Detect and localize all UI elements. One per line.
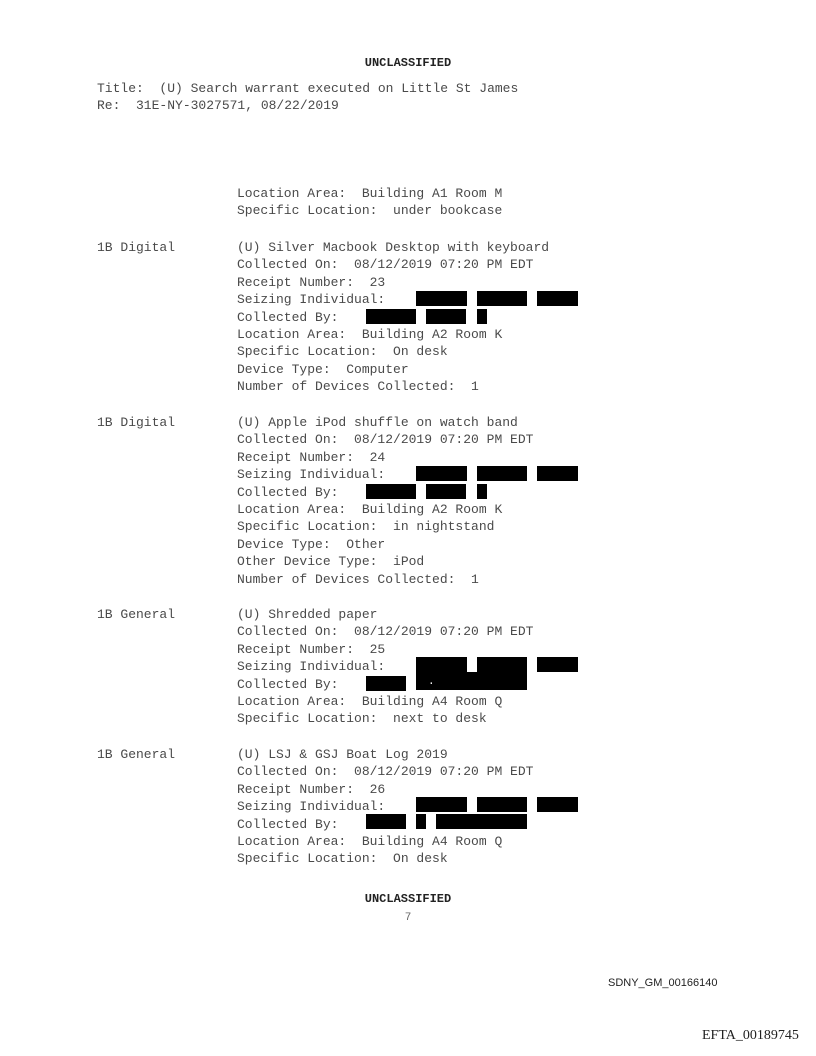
item-collected-on: Collected On: 08/12/2019 07:20 PM EDT xyxy=(237,764,534,780)
redaction-box xyxy=(537,657,578,672)
item-collected-by: Collected By: xyxy=(237,816,339,832)
item-collected-on: Collected On: 08/12/2019 07:20 PM EDT xyxy=(237,257,534,273)
item-category: 1B Digital xyxy=(97,415,176,430)
item-seizing-individual: Seizing Individual: xyxy=(237,292,386,308)
redaction-box xyxy=(537,466,578,481)
redaction-box xyxy=(366,814,406,829)
bates-number-sdny: SDNY_GM_00166140 xyxy=(608,977,718,989)
item-specific-location: Specific Location: next to desk xyxy=(237,711,487,727)
item-location-area: Location Area: Building A2 Room K xyxy=(237,502,503,517)
item-category: 1B General xyxy=(97,607,176,622)
redaction-box xyxy=(416,814,426,829)
item-specific-location: Specific Location: On desk xyxy=(237,851,448,867)
redaction-box xyxy=(477,797,527,812)
item-receipt-number: Receipt Number: 25 xyxy=(237,641,386,657)
redaction-box xyxy=(477,309,487,324)
redaction-box xyxy=(366,309,416,324)
continued-specific-location: Specific Location: under bookcase xyxy=(237,203,503,218)
item-receipt-number: Receipt Number: 23 xyxy=(237,274,386,290)
redaction-gap-mark: . xyxy=(428,676,435,688)
item-description: (U) Apple iPod shuffle on watch band xyxy=(237,415,518,430)
redaction-box xyxy=(537,797,578,812)
item-category: 1B General xyxy=(97,747,176,762)
item-description: (U) Shredded paper xyxy=(237,607,378,622)
redaction-box xyxy=(477,484,487,499)
redaction-box xyxy=(436,814,527,829)
bates-number-efta: EFTA_00189745 xyxy=(702,1028,799,1043)
item-collected-on: Collected On: 08/12/2019 07:20 PM EDT xyxy=(237,432,534,448)
document-reference: Re: 31E-NY-3027571, 08/22/2019 xyxy=(97,98,339,113)
redaction-box xyxy=(416,466,467,481)
item-device-count: Number of Devices Collected: 1 xyxy=(237,571,479,587)
redaction-box xyxy=(366,676,406,691)
item-location-area: Location Area: Building A4 Room Q xyxy=(237,834,503,849)
continued-location-area: Location Area: Building A1 Room M xyxy=(237,186,503,201)
classification-header: UNCLASSIFIED xyxy=(364,56,452,70)
document-title: Title: (U) Search warrant executed on Little St James xyxy=(97,81,519,96)
item-category: 1B Digital xyxy=(97,240,176,255)
item-specific-location: Specific Location: On desk xyxy=(237,344,448,360)
redaction-box xyxy=(416,797,467,812)
item-device-count: Number of Devices Collected: 1 xyxy=(237,379,479,395)
item-collected-on: Collected On: 08/12/2019 07:20 PM EDT xyxy=(237,624,534,640)
item-collected-by: Collected By: xyxy=(237,309,339,325)
item-location-area: Location Area: Building A2 Room K xyxy=(237,327,503,342)
redaction-box xyxy=(477,466,527,481)
item-receipt-number: Receipt Number: 24 xyxy=(237,449,386,465)
item-specific-location: Specific Location: in nightstand xyxy=(237,519,495,535)
classification-footer: UNCLASSIFIED xyxy=(364,892,452,906)
item-collected-by: Collected By: xyxy=(237,676,339,692)
redaction-box xyxy=(426,309,466,324)
item-location-area: Location Area: Building A4 Room Q xyxy=(237,694,503,709)
redaction-box xyxy=(537,291,578,306)
page-number: 7 xyxy=(404,912,412,924)
item-device-type: Device Type: Other xyxy=(237,536,386,552)
redaction-box xyxy=(477,291,527,306)
item-description: (U) Silver Macbook Desktop with keyboard xyxy=(237,240,550,255)
item-seizing-individual: Seizing Individual: xyxy=(237,467,386,483)
item-collected-by: Collected By: xyxy=(237,484,339,500)
redaction-box xyxy=(416,291,467,306)
redaction-box xyxy=(366,484,416,499)
item-other-device-type: Other Device Type: iPod xyxy=(237,554,425,570)
item-receipt-number: Receipt Number: 26 xyxy=(237,781,386,797)
redaction-box xyxy=(426,484,466,499)
item-device-type: Device Type: Computer xyxy=(237,361,409,377)
item-description: (U) LSJ & GSJ Boat Log 2019 xyxy=(237,747,448,762)
item-seizing-individual: Seizing Individual: xyxy=(237,799,386,815)
item-seizing-individual: Seizing Individual: xyxy=(237,659,386,675)
